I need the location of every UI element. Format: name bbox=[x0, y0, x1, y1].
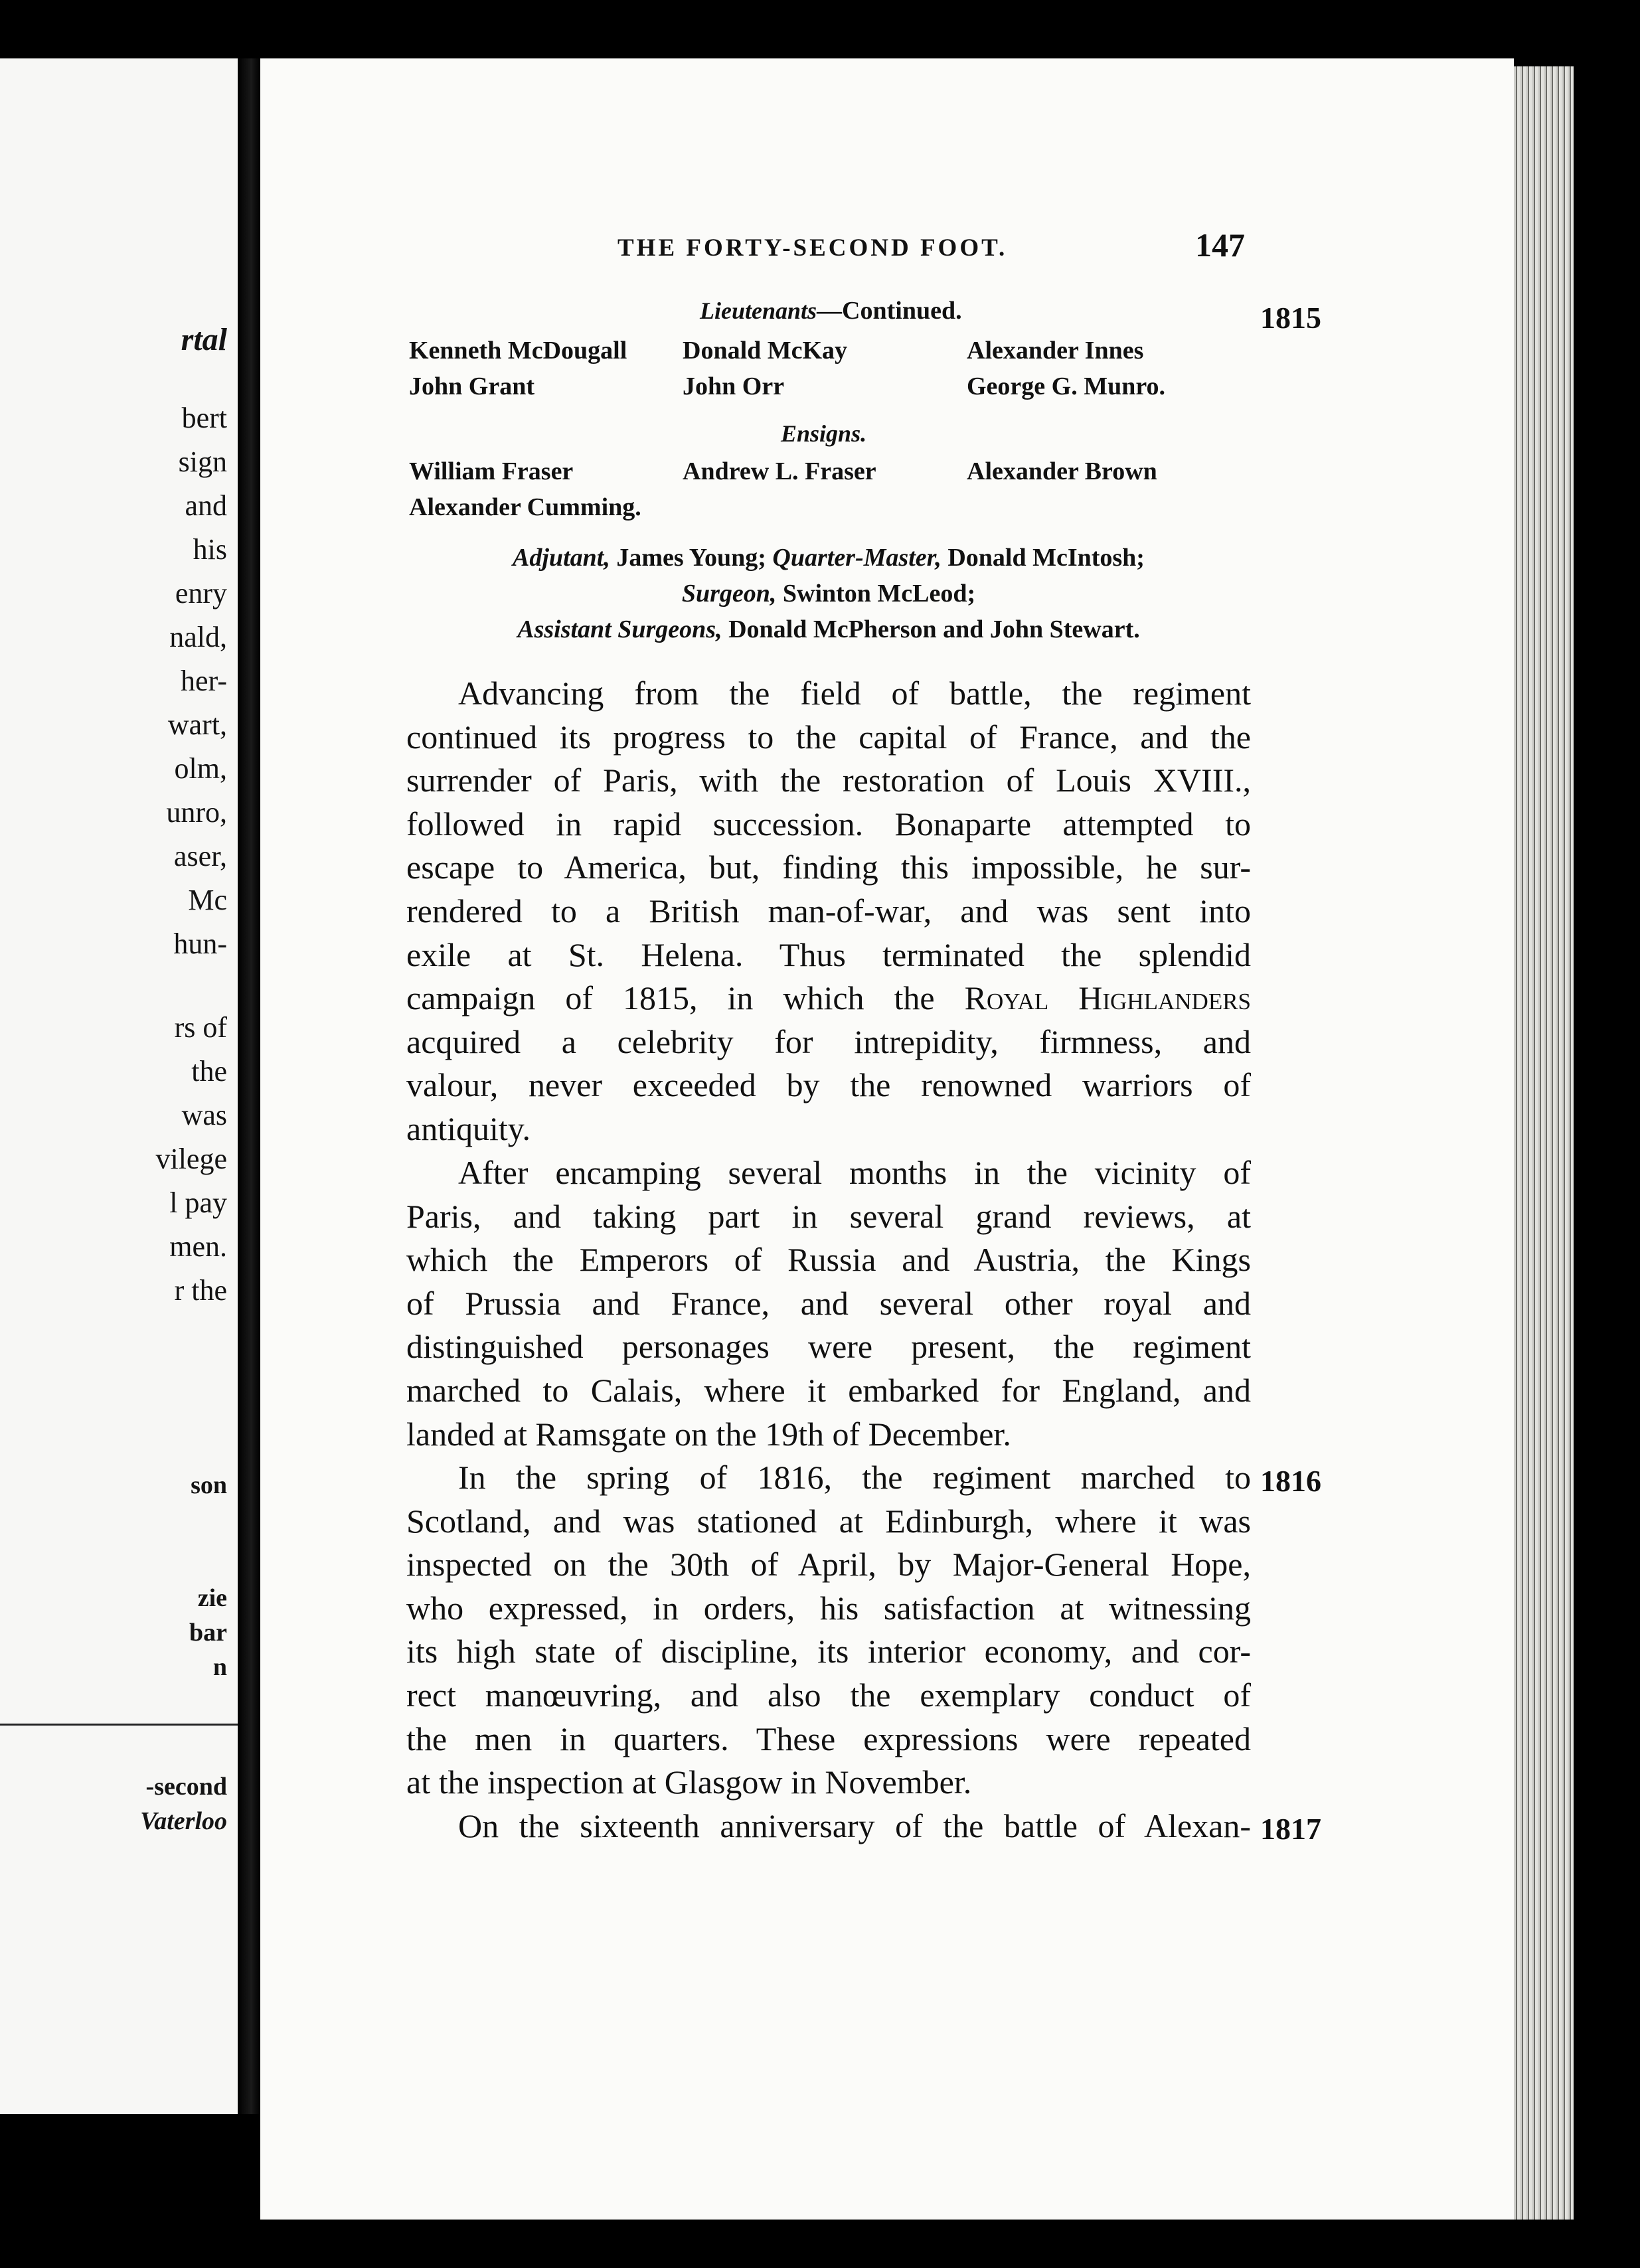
paragraph-2 bbox=[406, 1151, 1251, 1456]
text-line: of Prussia and France, and several other royal and bbox=[406, 1284, 1251, 1322]
text-line: who expressed, in orders, his satisfaction at witnessing bbox=[406, 1589, 1251, 1627]
left-fragment: enry bbox=[175, 577, 227, 609]
royal-highlanders-small-caps: Royal Highlanders bbox=[964, 979, 1252, 1017]
left-fragment: her- bbox=[181, 665, 227, 697]
left-fragment: olm, bbox=[174, 752, 227, 785]
text-line: valour, never exceeded by the renowned warriors of bbox=[406, 1066, 1251, 1104]
adjutant-name: James Young; bbox=[616, 544, 766, 572]
page-number: 147 bbox=[1195, 226, 1245, 264]
page-edges bbox=[1514, 66, 1574, 2220]
left-fragment: n bbox=[212, 1653, 227, 1681]
surgeon-label: Surgeon, bbox=[681, 580, 777, 608]
left-facing-page bbox=[0, 58, 244, 2114]
left-fragment: sign bbox=[178, 446, 227, 478]
staff-line-3 bbox=[406, 615, 1251, 644]
text-line: the men in quarters. These expressions were repeated bbox=[406, 1720, 1251, 1757]
text-line: escape to America, but, finding this impossible, he sur- bbox=[406, 849, 1251, 886]
text-line-part: campaign of 1815, in which the bbox=[406, 979, 935, 1017]
left-footnote-rule bbox=[0, 1724, 238, 1726]
roster-name: John Grant bbox=[409, 372, 534, 400]
text-line: landed at Ramsgate on the 19th of December. bbox=[406, 1415, 1011, 1453]
text-line: inspected on the 30th of April, by Major-General Hope, bbox=[406, 1546, 1251, 1583]
text-line: followed in rapid succession. Bonaparte attempted to bbox=[406, 805, 1251, 843]
assistant-surgeons-names: Donald McPherson and John Stewart. bbox=[728, 615, 1140, 643]
text-line: Paris, and taking part in several grand reviews, at bbox=[406, 1197, 1251, 1235]
left-fragment: men. bbox=[169, 1230, 227, 1263]
text-line bbox=[406, 977, 1251, 1020]
text-line: After encamping several months in the vicinity of bbox=[458, 1154, 1251, 1191]
margin-year-1815: 1815 bbox=[1260, 301, 1321, 335]
text-line: Scotland, and was stationed at Edinburgh, where it was bbox=[406, 1502, 1251, 1540]
left-fragment: was bbox=[181, 1099, 227, 1131]
text-line: marched to Calais, where it embarked for England, and bbox=[406, 1371, 1251, 1409]
margin-year-1817: 1817 bbox=[1260, 1812, 1321, 1846]
adjutant-label: Adjutant, bbox=[513, 544, 610, 572]
ensigns-heading: Ensigns. bbox=[781, 420, 867, 447]
assistant-surgeons-label: Assistant Surgeons, bbox=[517, 615, 722, 643]
roster-name: Alexander Brown bbox=[967, 457, 1157, 485]
book-gutter bbox=[238, 58, 260, 2114]
text-line: In the spring of 1816, the regiment marched to bbox=[458, 1459, 1251, 1496]
text-line: exile at St. Helena. Thus terminated the splendid bbox=[406, 935, 1251, 973]
text-line: antiquity. bbox=[406, 1109, 531, 1147]
paragraph-1 bbox=[406, 672, 1251, 1151]
paragraph-4 bbox=[406, 1805, 1251, 1848]
left-fragment: nald, bbox=[169, 621, 227, 653]
left-fragment: Mc bbox=[188, 884, 227, 916]
left-fragment: Vaterloo bbox=[140, 1807, 227, 1835]
quartermaster-name: Donald McIntosh; bbox=[947, 544, 1145, 572]
left-fragment: son bbox=[191, 1471, 227, 1499]
left-fragment: and bbox=[185, 489, 227, 522]
running-head: THE FORTY-SECOND FOOT. bbox=[617, 234, 1008, 262]
text-line: acquired a celebrity for intrepidity, firmness, and bbox=[406, 1022, 1251, 1060]
left-fragment: rs of bbox=[174, 1011, 227, 1044]
roster-name: Kenneth McDougall bbox=[409, 337, 627, 364]
text-line: Advancing from the field of battle, the regiment bbox=[458, 675, 1251, 712]
text-line: distinguished personages were present, the regiment bbox=[406, 1328, 1251, 1366]
left-fragment: hun- bbox=[173, 928, 227, 960]
staff-line-1 bbox=[406, 543, 1251, 572]
left-fragment: r the bbox=[174, 1274, 227, 1307]
lieutenants-heading-label: Lieutenants bbox=[700, 297, 817, 324]
left-fragment: aser, bbox=[173, 840, 227, 872]
left-fragment: rtal bbox=[181, 322, 227, 357]
left-fragment: bert bbox=[181, 402, 227, 434]
roster-name: William Fraser bbox=[409, 457, 574, 485]
surgeon-name: Swinton McLeod; bbox=[782, 580, 976, 608]
text-line: continued its progress to the capital of France, and the bbox=[406, 718, 1251, 756]
left-fragment: vilege bbox=[155, 1143, 227, 1175]
text-line: rendered to a British man-of-war, and was sent into bbox=[406, 892, 1251, 930]
lieutenants-heading bbox=[700, 296, 962, 325]
roster-name: John Orr bbox=[683, 372, 785, 400]
text-line: at the inspection at Glasgow in November. bbox=[406, 1763, 972, 1801]
staff-line-2 bbox=[406, 579, 1251, 608]
roster-name: Andrew L. Fraser bbox=[683, 457, 876, 485]
roster-name: Donald McKay bbox=[683, 337, 848, 364]
left-fragment: -second bbox=[145, 1773, 227, 1801]
text-line: its high state of discipline, its interior economy, and cor- bbox=[406, 1633, 1251, 1670]
left-fragment: l pay bbox=[169, 1186, 227, 1219]
roster-name: George G. Munro. bbox=[967, 372, 1166, 400]
left-fragment: zie bbox=[197, 1584, 227, 1612]
quartermaster-label: Quarter-Master, bbox=[772, 544, 942, 572]
text-line: On the sixteenth anniversary of the battle of Alexan- bbox=[458, 1807, 1251, 1844]
left-fragment: the bbox=[191, 1055, 227, 1088]
text-line: surrender of Paris, with the restoration of Louis XVIII., bbox=[406, 762, 1251, 799]
text-line: which the Emperors of Russia and Austria, the Kings bbox=[406, 1241, 1251, 1279]
left-fragment: his bbox=[193, 533, 227, 566]
roster-name: Alexander Innes bbox=[967, 337, 1144, 364]
margin-year-1816: 1816 bbox=[1260, 1464, 1321, 1498]
lieutenants-heading-suffix: —Continued. bbox=[817, 297, 962, 325]
left-fragment: unro, bbox=[166, 796, 227, 829]
left-fragment: wart, bbox=[167, 708, 227, 741]
roster-name: Alexander Cumming. bbox=[409, 493, 641, 521]
book-cover-edge bbox=[1574, 66, 1640, 2257]
paragraph-3 bbox=[406, 1456, 1251, 1805]
left-fragment: bar bbox=[189, 1619, 227, 1647]
text-line: rect manœuvring, and also the exemplary conduct of bbox=[406, 1676, 1251, 1714]
